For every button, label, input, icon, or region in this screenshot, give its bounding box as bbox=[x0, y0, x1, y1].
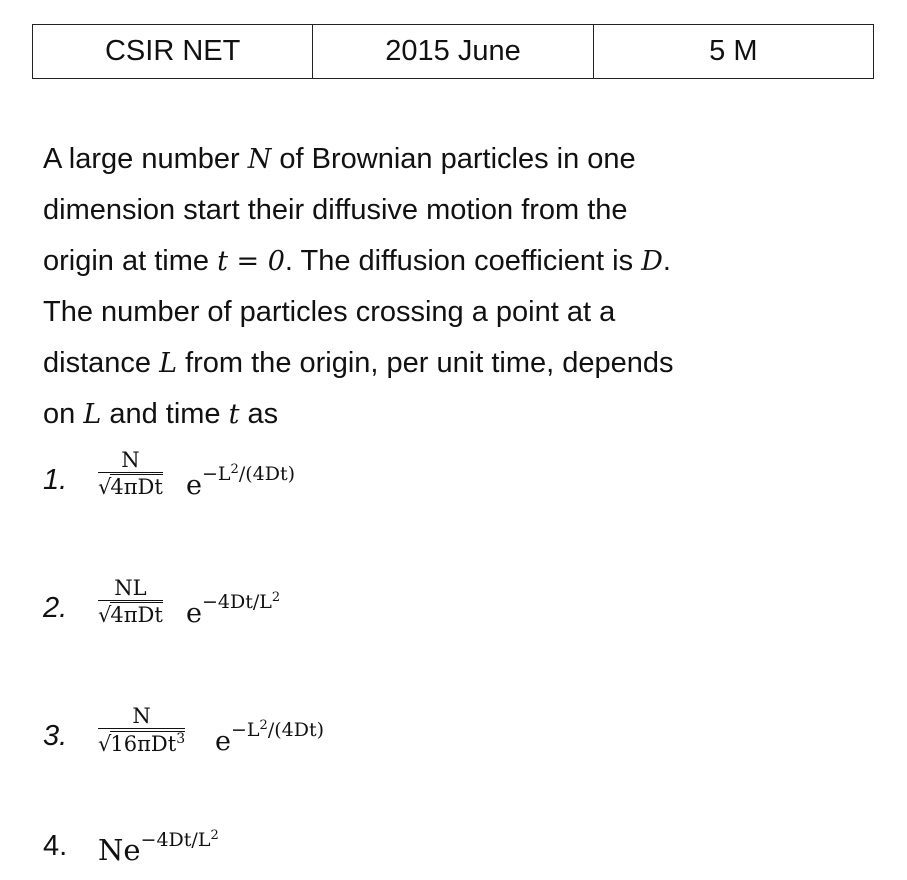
session-cell: 2015 June bbox=[313, 25, 593, 79]
option-1[interactable] bbox=[43, 448, 443, 538]
exponential: $e^{-4Dt/L^2}$ bbox=[186, 590, 281, 629]
marks-cell: 5 M bbox=[593, 25, 873, 79]
option-3[interactable] bbox=[43, 704, 463, 794]
exam-cell: CSIR NET bbox=[33, 25, 313, 79]
question-line-4: The number of particles crossing a point at a bbox=[43, 296, 616, 328]
option-number: 2. bbox=[43, 592, 68, 624]
fraction bbox=[98, 704, 185, 756]
numerator: N bbox=[121, 448, 140, 472]
question-line-6: on L and time t as bbox=[43, 398, 279, 430]
fraction bbox=[98, 576, 163, 627]
option-number: 3. bbox=[43, 720, 68, 752]
option-number: 4. bbox=[43, 830, 68, 862]
question-text bbox=[43, 134, 843, 440]
header-table bbox=[32, 24, 874, 79]
exponential: $e^{-L^2/(4Dt)}$ bbox=[215, 718, 324, 757]
numerator: N bbox=[132, 704, 151, 728]
fraction bbox=[98, 448, 163, 499]
denominator: √4πDt bbox=[98, 472, 163, 499]
exponential: $e^{-L^2/(4Dt)}$ bbox=[186, 462, 295, 501]
option-2[interactable] bbox=[43, 576, 443, 666]
question-line-1: A large number N of Brownian particles in one bbox=[43, 143, 636, 175]
denominator: √4πDt bbox=[98, 600, 163, 627]
numerator: NL bbox=[114, 576, 147, 600]
question-line-2: dimension start their diffusive motion from the bbox=[43, 194, 628, 226]
exponential: $Ne^{-4Dt/L^2}$ bbox=[98, 828, 219, 867]
denominator: √16πDt$^3$ bbox=[98, 728, 185, 756]
question-line-5: distance L from the origin, per unit time, depends bbox=[43, 347, 674, 379]
option-4[interactable] bbox=[43, 820, 343, 870]
option-number: 1. bbox=[43, 464, 68, 496]
question-line-3: origin at time t = 0. The diffusion coefficient is D. bbox=[43, 245, 671, 277]
